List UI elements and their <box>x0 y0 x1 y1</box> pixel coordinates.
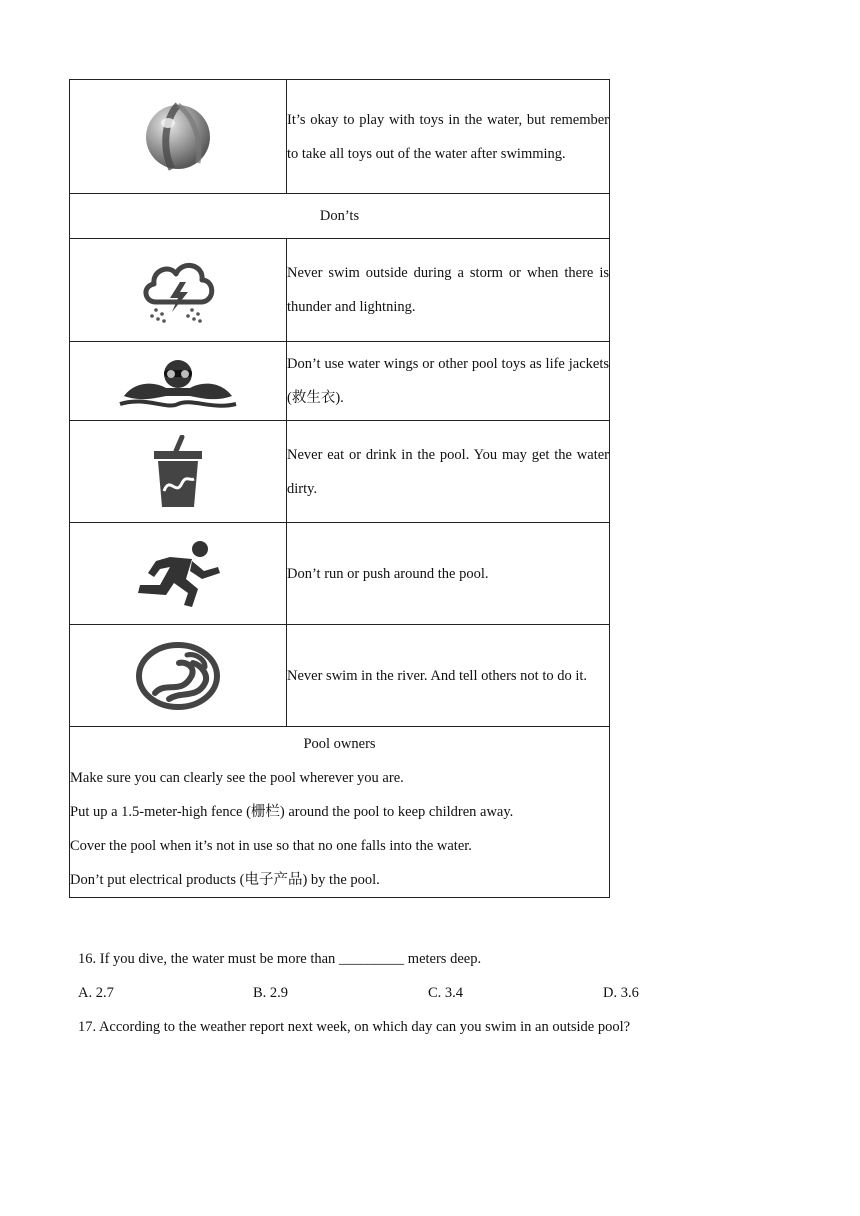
option-d: D. 3.6 <box>603 985 639 1001</box>
owners-line: Make sure you can clearly see the pool wherever you are. <box>70 770 404 786</box>
donts-heading: Don’ts <box>70 194 610 239</box>
table-row <box>70 342 610 421</box>
table-row <box>70 523 610 625</box>
table-row <box>70 239 610 342</box>
table-row <box>70 727 610 898</box>
owners-line: Don’t put electrical products (电子产品) by the pool. <box>70 872 380 888</box>
question-16-options <box>78 976 778 1010</box>
pool-owners-cell <box>70 727 610 898</box>
questions-section <box>78 942 778 1044</box>
water-wings-swimmer-icon <box>116 350 240 412</box>
option-a: A. 2.7 <box>78 985 114 1001</box>
storm-rule-text: Never swim outside during a storm or when there is thunder and lightning. <box>287 239 610 342</box>
table-row <box>70 421 610 523</box>
icon-cell <box>70 625 287 727</box>
storm-icon <box>138 252 218 328</box>
question-17: 17. According to the weather report next week, on which day can you swim in an outside pool? <box>78 1019 631 1035</box>
question-16: 16. If you dive, the water must be more than _________ meters deep. <box>78 951 482 967</box>
icon-cell <box>70 239 287 342</box>
eat-drink-rule-text: Never eat or drink in the pool. You may get the water dirty. <box>287 421 610 523</box>
running-rule-text: Don’t run or push around the pool. <box>287 523 610 625</box>
icon-cell <box>70 523 287 625</box>
beach-ball-icon <box>142 101 214 173</box>
icon-cell <box>70 421 287 523</box>
water-wings-rule-text: Don’t use water wings or other pool toys as life jackets (救生衣). <box>287 342 610 421</box>
river-rule-text: Never swim in the river. And tell others not to do it. <box>287 625 610 727</box>
icon-cell <box>70 80 287 194</box>
pool-owners-heading: Pool owners <box>303 736 376 752</box>
option-b: B. 2.9 <box>253 985 289 1001</box>
table-row <box>70 80 610 194</box>
table-row <box>70 194 610 239</box>
pool-rules-table <box>69 79 610 898</box>
drink-cup-icon <box>148 435 208 509</box>
option-c: C. 3.4 <box>428 985 464 1001</box>
table-row <box>70 625 610 727</box>
toys-rule-text: It’s okay to play with toys in the water, but remember to take all toys out of the water after swimming. <box>287 80 610 194</box>
owners-line: Put up a 1.5-meter-high fence (栅栏) around the pool to keep children away. <box>70 804 514 820</box>
river-icon <box>135 641 221 711</box>
running-person-icon <box>130 539 226 609</box>
icon-cell <box>70 342 287 421</box>
owners-line: Cover the pool when it’s not in use so that no one falls into the water. <box>70 838 472 854</box>
